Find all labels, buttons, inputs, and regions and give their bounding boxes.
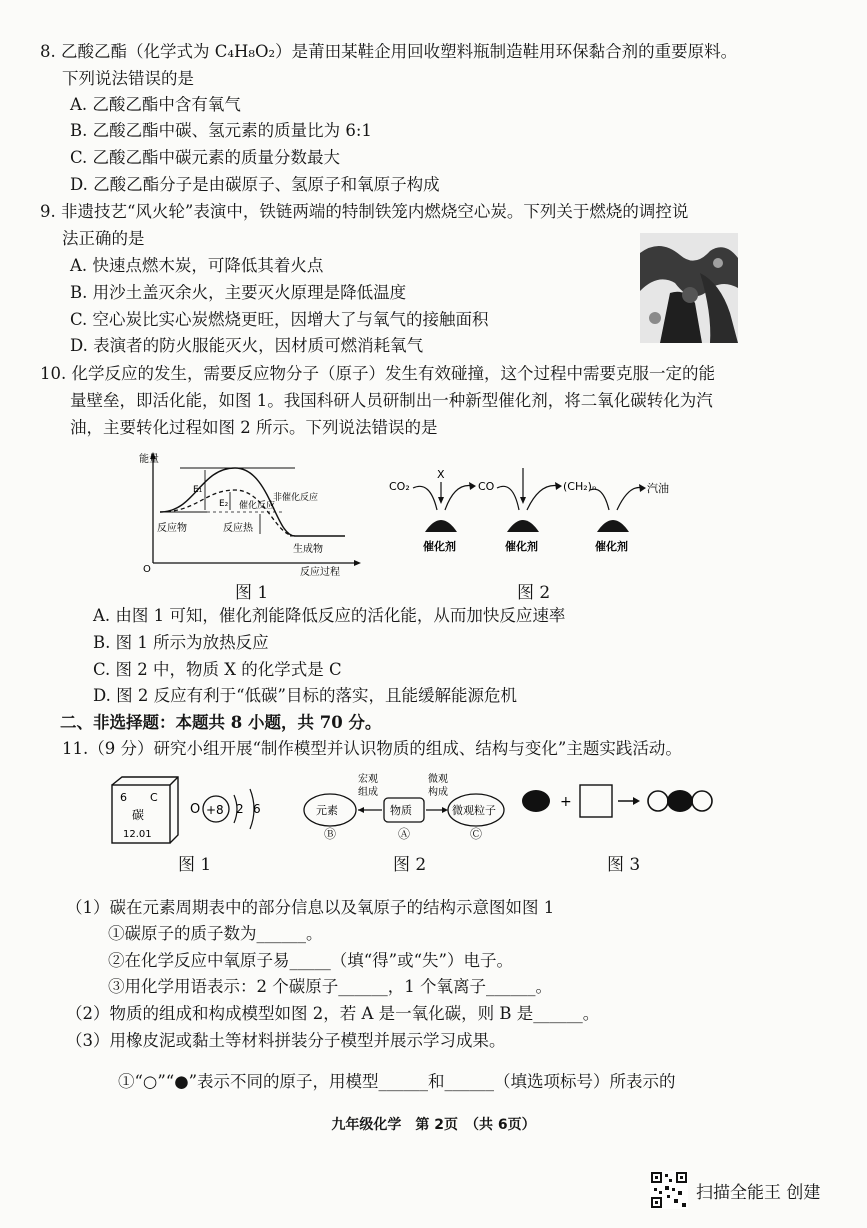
q9-stem-line2: 法正确的是 [62, 229, 145, 248]
q9-stem-line1: 9. 非遗技艺“风火轮”表演中，铁链两端的特制铁笼内燃烧空心炭。下列关于燃烧的调控说 [40, 202, 689, 221]
q11-sub1a: ①碳原子的质子数为______。 [108, 924, 323, 943]
section2-heading: 二、非选择题：本题共 8 小题，共 70 分。 [60, 713, 382, 732]
qr-code-icon [650, 1171, 688, 1209]
carbon-name: 碳 [132, 808, 145, 822]
q10-stem-line1: 10. 化学反应的发生，需要反应物分子（原子）发生有效碰撞，这个过程中需要克服一定的能 [40, 364, 715, 383]
macro-label-1: 宏观 [358, 774, 378, 785]
q8-option-c: C. 乙酸乙酯中碳元素的质量分数最大 [70, 148, 341, 167]
ch2n-label: (CH₂)ₙ [563, 480, 597, 493]
q11-sub2: （2）物质的组成和构成模型如图 2，若 A 是一氧化碳，则 B 是______。 [66, 1004, 600, 1023]
q11-sub1c: ③用化学用语表示：2 个碳原子______，1 个氧离子______。 [108, 977, 552, 996]
heat-label: 反应热 [223, 523, 253, 534]
q9-option-b: B. 用沙土盖灭余火，主要灭火原理是降低温度 [70, 283, 407, 302]
q10-option-c: C. 图 2 中，物质 X 的化学式是 C [93, 660, 342, 679]
q8-stem-line1: 8. 乙酸乙酯（化学式为 C₄H₈O₂）是莆田某鞋企用回收塑料瓶制造鞋用环保黏合剂的重要原料。 [40, 42, 738, 61]
element-node: 元素 [316, 804, 338, 817]
carbon-number: 6 [120, 791, 127, 804]
q11-sub3: （3）用橡皮泥或黏土等材料拼装分子模型并展示学习成果。 [66, 1031, 506, 1050]
q9-option-c: C. 空心炭比实心炭燃烧更旺，因增大了与氧气的接触面积 [70, 310, 489, 329]
figure1-caption: 图 1 [235, 583, 269, 603]
substance-node: 物质 [390, 804, 412, 817]
q11-figure3 [520, 783, 720, 823]
origin-label: O [143, 564, 151, 575]
q8-stem-line2: 下列说法错误的是 [62, 69, 194, 88]
q11-sub1b: ②在化学反应中氧原子易_____（填“得”或“失”）电子。 [108, 951, 513, 970]
micro-label-1: 微观 [428, 774, 448, 785]
catalyst-label-2: 催化剂 [505, 540, 538, 553]
e1-label: E₁ [193, 485, 203, 495]
q11-figure3-caption: 图 3 [607, 855, 641, 875]
q11-figure1 [110, 775, 280, 847]
oxygen-shell2: 6 [253, 802, 261, 816]
q11-figure2-caption: 图 2 [393, 855, 427, 875]
figure2-caption: 图 2 [517, 583, 551, 603]
q9-option-d: D. 表演者的防火服能灭火，因材质可燃消耗氧气 [70, 336, 424, 355]
energy-diagram [135, 448, 375, 576]
q11-figure1-caption: 图 1 [178, 855, 212, 875]
catalyzed-label: 催化反应 [239, 501, 276, 511]
scanner-label: 扫描全能王 创建 [696, 1182, 821, 1203]
y-axis-label: 能量 [139, 454, 159, 465]
q8-option-d: D. 乙酸乙酯分子是由碳原子、氢原子和氧原子构成 [70, 175, 440, 194]
q9-option-a: A. 快速点燃木炭，可降低其着火点 [70, 256, 324, 275]
carbon-symbol: C [150, 791, 158, 804]
oxygen-symbol: O [190, 802, 201, 817]
q11-sub1: （1）碳在元素周期表中的部分信息以及氧原子的结构示意图如图 1 [66, 898, 555, 917]
co-label: CO [478, 480, 495, 493]
label-b: Ⓑ [324, 827, 337, 841]
co2-label: CO₂ [389, 480, 410, 493]
q11-stem: 11.（9 分）研究小组开展“制作模型并认识物质的组成、结构与变化”主题实践活动。 [62, 739, 682, 758]
label-c: Ⓒ [470, 827, 483, 841]
uncatalyzed-label: 非催化反应 [273, 493, 319, 503]
scanner-watermark [650, 1168, 820, 1212]
q10-option-a: A. 由图 1 可知，催化剂能降低反应的活化能，从而加快反应速率 [93, 606, 566, 625]
q10-stem-line2: 量壁垒，即活化能，如图 1。我国科研人员研制出一种新型催化剂，将二氧化碳转化为汽 [70, 391, 713, 410]
e2-label: E₂ [219, 499, 229, 509]
q8-option-a: A. 乙酸乙酯中含有氧气 [70, 95, 241, 114]
carbon-mass: 12.01 [123, 829, 152, 840]
q10-option-b: B. 图 1 所示为放热反应 [93, 633, 269, 652]
oxygen-nucleus: +8 [206, 803, 224, 817]
q11-sub3a: ①“○”“●”表示不同的原子，用模型______和______（填选项标号）所表示的 [118, 1072, 676, 1091]
x-label: X [437, 468, 445, 481]
q10-option-d: D. 图 2 反应有利于“低碳”目标的落实，且能缓解能源危机 [93, 686, 517, 705]
q11-figure2 [302, 770, 522, 842]
label-a: Ⓐ [398, 827, 411, 841]
micro-label-2: 构成 [428, 787, 448, 798]
fire-wheel-photo [640, 233, 738, 343]
plus-sign: + [560, 794, 572, 810]
q8-option-b: B. 乙酸乙酯中碳、氢元素的质量比为 6:1 [70, 121, 372, 140]
product-label: 生成物 [293, 544, 323, 555]
conversion-diagram [385, 460, 715, 560]
page-footer: 九年级化学 第 2页 （共 6页） [331, 1117, 536, 1133]
macro-label-2: 组成 [358, 787, 378, 798]
particle-node: 微观粒子 [452, 804, 496, 817]
catalyst-label-1: 催化剂 [423, 540, 456, 553]
oxygen-shell1: 2 [236, 802, 244, 816]
q10-stem-line3: 油，主要转化过程如图 2 所示。下列说法错误的是 [70, 418, 438, 437]
reactant-label: 反应物 [157, 523, 187, 534]
catalyst-label-3: 催化剂 [595, 540, 628, 553]
x-axis-label: 反应过程 [300, 567, 340, 576]
gasoline-label: 汽油 [647, 482, 669, 495]
